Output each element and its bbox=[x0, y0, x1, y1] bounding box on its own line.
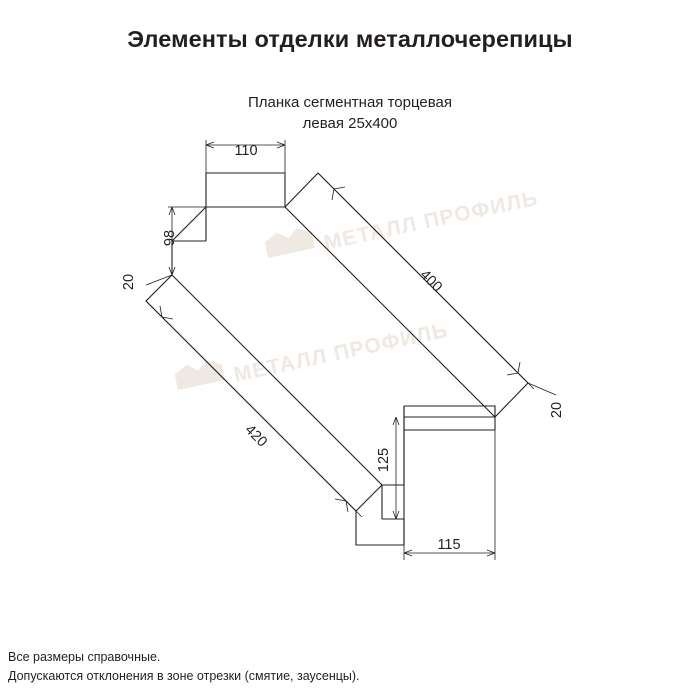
dimension-20-right: 20 bbox=[549, 401, 565, 419]
product-name-line2: левая 25х400 bbox=[302, 115, 398, 132]
watermark-text: МЕТАЛЛ ПРОФИЛЬ bbox=[321, 186, 541, 255]
dimension-115: 115 bbox=[437, 537, 461, 553]
dimension-98: 98 bbox=[162, 229, 178, 247]
footnote-line-2: Допускаются отклонения в зоне отрезки (смятие, заусенцы). bbox=[8, 669, 360, 683]
footnotes bbox=[8, 648, 360, 686]
dimension-125: 125 bbox=[376, 447, 392, 473]
dimension-400: 400 bbox=[416, 266, 446, 296]
product-name-line1: Планка сегментная торцевая bbox=[247, 94, 453, 111]
watermark-text: МЕТАЛЛ ПРОФИЛЬ bbox=[231, 318, 451, 387]
dimension-110: 110 bbox=[234, 143, 258, 159]
footnote-line-1: Все размеры справочные. bbox=[8, 650, 161, 664]
page-title: Элементы отделки металлочерепицы bbox=[127, 26, 573, 52]
dimension-20-left: 20 bbox=[121, 273, 137, 291]
dimension-420: 420 bbox=[241, 421, 271, 451]
